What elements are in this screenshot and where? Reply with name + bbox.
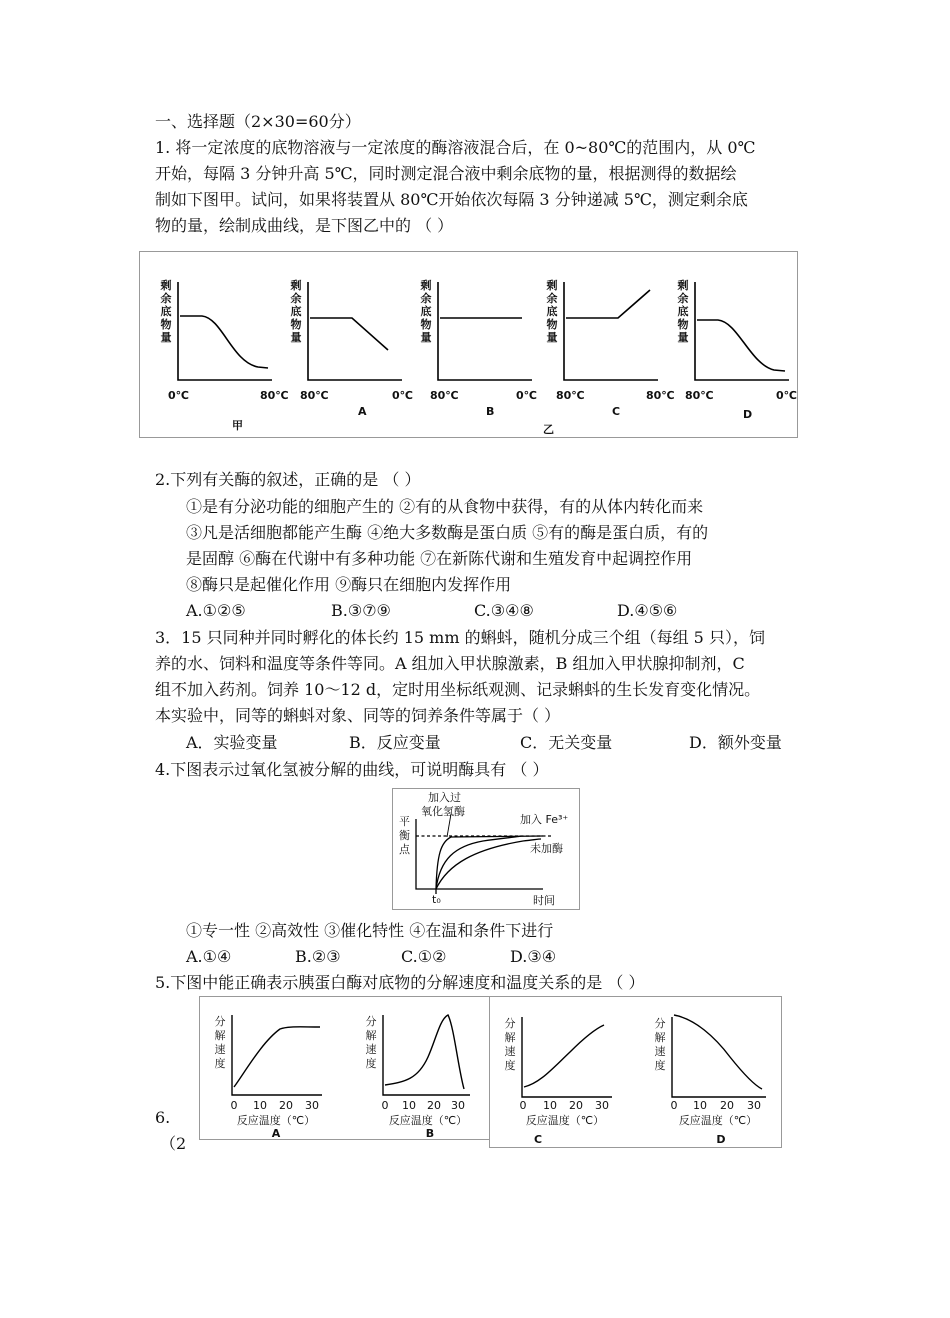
q2-option-d: D.④⑤⑥ [617,601,678,620]
q5-ylabel-char: 度 [504,1059,516,1072]
q5-caption-b: B [425,1127,435,1139]
q4-label-fe: 加入 Fe³⁺ [520,813,569,826]
q1-curve-c [566,290,650,318]
q5-xlabel: 反应温度（℃） [236,1114,316,1127]
q5-caption-c: C [533,1133,543,1146]
q5-ylabel-char: 速 [654,1045,666,1058]
q1-xlabel-right: 0℃ [392,389,413,402]
q2-line-2: ③凡是活细胞都能产生酶 ④绝大多数酶是蛋白质 ⑤有的酶是蛋白质，有的 [186,523,709,542]
q3-line-3: 组不加入药剂。饲养 10～12 d，定时用坐标纸观测、记录蝌蚪的生长发育变化情况。 [155,680,761,699]
q5-figure-cd-svg [490,997,781,1147]
q5-ylabel-char: 分 [214,1015,226,1028]
q4-ylabel-char: 平 [399,815,410,828]
q1-ylabel-char: 物 [420,318,432,331]
q4-curve-enzyme [436,836,543,889]
q1-axes-a [308,282,402,380]
q5-tick: 30 [747,1099,761,1112]
q4-axes [416,819,543,889]
q1-ylabel-char: 剩 [160,279,172,292]
q1-line-3: 制如下图甲。试问，如果将装置从 80℃开始依次每隔 3 分钟递减 5℃，测定剩余底 [155,190,748,209]
q2-line-1: ①是有分泌功能的细胞产生的 ②有的从食物中获得，有的从体内转化而来 [186,497,704,516]
q6-line-2: （2 [160,1134,187,1153]
q1-ylabel-char: 底 [546,305,558,318]
q4-stem: 4.下图表示过氧化氢被分解的曲线，可说明酶具有 （ ） [155,760,549,779]
q5-ylabel-char: 度 [214,1057,226,1070]
q1-figure-svg [140,252,797,437]
q5-tick: 20 [569,1099,583,1112]
q4-label-no-enzyme: 未加酶 [530,842,563,855]
q5-ylabel-char: 解 [654,1031,666,1044]
q5-curve-c [524,1025,604,1087]
q5-ylabel-char: 度 [365,1057,377,1070]
q5-tick: 30 [451,1099,465,1112]
q5-tick: 20 [427,1099,441,1112]
q1-ylabel-char: 底 [290,305,302,318]
q1-ylabel-char: 物 [160,318,172,331]
q1-axes-c [564,282,658,380]
q4-option-b: B.②③ [295,947,341,966]
q5-tick: 10 [693,1099,707,1112]
q5-tick: 20 [279,1099,293,1112]
q5-figure-ab-svg [200,997,490,1139]
q1-ylabel-char: 剩 [420,279,432,292]
q4-statements: ①专一性 ②高效性 ③催化特性 ④在温和条件下进行 [186,921,554,940]
q1-line-4: 物的量，绘制成曲线，是下图乙中的 （ ） [155,216,454,235]
q5-ylabel-char: 度 [654,1059,666,1072]
q1-curve-a [310,318,388,350]
q5-tick: 10 [253,1099,267,1112]
q1-ylabel-char: 量 [160,331,172,344]
q5-ylabel-char: 分 [504,1017,516,1030]
q2-option-c: C.③④⑧ [474,601,534,620]
q3-line-1: 3．15 只同种并同时孵化的体长约 15 mm 的蝌蚪，随机分成三个组（每组 5 只），饲 [155,628,765,647]
q4-xlabel: 时间 [533,894,555,907]
q2-line-4: ⑧酶只是起催化作用 ⑨酶只在细胞内发挥作用 [186,575,512,594]
q5-tick: 20 [720,1099,734,1112]
q1-xlabel-right: 80℃ [260,389,289,402]
q1-line-1: 1. 将一定浓度的底物溶液与一定浓度的酶溶液混合后，在 0~80℃的范围内，从 0℃ [155,138,756,157]
q1-caption-c: C [612,405,621,418]
q1-curve-jia [180,316,268,368]
q3-option-d: D．额外变量 [689,733,782,752]
q1-caption-jia: 甲 [232,419,243,432]
q2-line-3: 是固醇 ⑥酶在代谢中有多种功能 ⑦在新陈代谢和生殖发育中起调控作用 [186,549,693,568]
q1-ylabel-char: 剩 [290,279,302,292]
q1-ylabel-char: 余 [160,292,172,305]
q1-caption-a: A [358,405,367,418]
q1-xlabel-left: 0℃ [168,389,189,402]
q5-caption-d: D [716,1133,726,1146]
q4-option-d: D.③④ [510,947,557,966]
q1-xlabel-right: 0℃ [516,389,537,402]
q5-stem: 5.下图中能正确表示胰蛋白酶对底物的分解速度和温度关系的是 （ ） [155,973,645,992]
q3-line-4: 本实验中，同等的蝌蚪对象、同等的饲养条件等属于（ ） [155,706,561,725]
q5-xlabel: 反应温度（℃） [678,1114,758,1127]
q6-line-1: 6. [155,1108,171,1127]
q1-xlabel-right: 0℃ [776,389,797,402]
q5-tick: 0 [230,1099,238,1112]
q3-option-a: A．实验变量 [186,733,278,752]
q1-ylabel-char: 剩 [677,279,689,292]
q1-ylabel-char: 量 [677,331,689,344]
q2-option-a: A.①②⑤ [186,601,246,620]
q5-tick: 0 [381,1099,389,1112]
q4-ylabel-char: 点 [399,843,410,856]
q5-curve-d [674,1015,762,1089]
q1-xlabel-left: 80℃ [430,389,459,402]
q1-caption-b: B [486,405,495,418]
q1-axes-d [695,282,789,380]
q5-caption-a: A [271,1127,281,1139]
q4-curve-none [436,839,541,889]
q1-ylabel-char: 剩 [546,279,558,292]
q1-caption-d: D [743,408,753,421]
q1-xlabel-left: 80℃ [556,389,585,402]
q3-line-2: 养的水、饲料和温度等条件等同。A 组加入甲状腺激素，B 组加入甲状腺抑制剂，C [155,654,745,673]
q1-figure [139,251,798,438]
q5-xlabel: 反应温度（℃） [388,1114,468,1127]
q5-xlabel: 反应温度（℃） [525,1114,605,1127]
q1-axes-jia [178,282,272,380]
q5-ylabel-char: 速 [504,1045,516,1058]
q4-ylabel-char: 衡 [399,829,410,842]
q5-ylabel-char: 速 [214,1043,226,1056]
q1-ylabel-char: 物 [290,318,302,331]
q5-axes-d [672,1017,766,1097]
q1-ylabel-char: 底 [677,305,689,318]
q4-label-t0: t₀ [432,893,441,906]
q1-ylabel-char: 量 [290,331,302,344]
q1-ylabel-char: 量 [546,331,558,344]
q1-ylabel-char: 量 [420,331,432,344]
q1-ylabel-char: 物 [546,318,558,331]
q3-option-c: C．无关变量 [520,733,613,752]
q2-option-b: B.③⑦⑨ [331,601,391,620]
q1-ylabel-char: 底 [420,305,432,318]
q3-option-b: B．反应变量 [349,733,441,752]
q1-xlabel-right: 80℃ [646,389,675,402]
q1-axes-b [438,282,532,380]
q1-curve-d [697,320,785,371]
q5-curve-b [385,1015,464,1089]
q5-tick: 30 [595,1099,609,1112]
q5-figure-cd [489,996,782,1148]
q1-ylabel-char: 余 [420,292,432,305]
q5-tick: 0 [670,1099,678,1112]
q4-chart [392,788,580,910]
q1-xlabel-left: 80℃ [685,389,714,402]
q4-option-a: A.①④ [186,947,232,966]
q5-tick: 30 [305,1099,319,1112]
q1-ylabel-char: 余 [677,292,689,305]
q5-ylabel-char: 速 [365,1043,377,1056]
q1-ylabel-char: 余 [546,292,558,305]
q1-ylabel-char: 底 [160,305,172,318]
q5-ylabel-char: 解 [214,1029,226,1042]
q2-stem: 2.下列有关酶的叙述，正确的是 （ ） [155,470,421,489]
q5-axes-c [522,1017,612,1097]
q1-ylabel-char: 物 [677,318,689,331]
q4-option-c: C.①② [401,947,447,966]
q5-tick: 10 [402,1099,416,1112]
q1-ylabel-char: 余 [290,292,302,305]
q5-tick: 10 [543,1099,557,1112]
q5-curve-a [234,1027,320,1087]
q4-label-enzyme-1: 加入过 [428,791,461,804]
section-title: 一、选择题（2×30=60分） [155,112,361,131]
q5-figure-ab [199,996,491,1140]
q5-ylabel-char: 解 [504,1031,516,1044]
q1-line-2: 开始，每隔 3 分钟升高 5℃，同时测定混合液中剩余底物的量，根据测得的数据绘 [155,164,737,183]
q1-xlabel-left: 80℃ [300,389,329,402]
q1-caption-yi: 乙 [543,423,554,436]
q5-ylabel-char: 分 [365,1015,377,1028]
q5-ylabel-char: 分 [654,1017,666,1030]
q5-ylabel-char: 解 [365,1029,377,1042]
q5-tick: 0 [519,1099,527,1112]
q4-label-enzyme-2: 氧化氢酶 [421,805,465,818]
q4-chart-svg [393,789,579,909]
